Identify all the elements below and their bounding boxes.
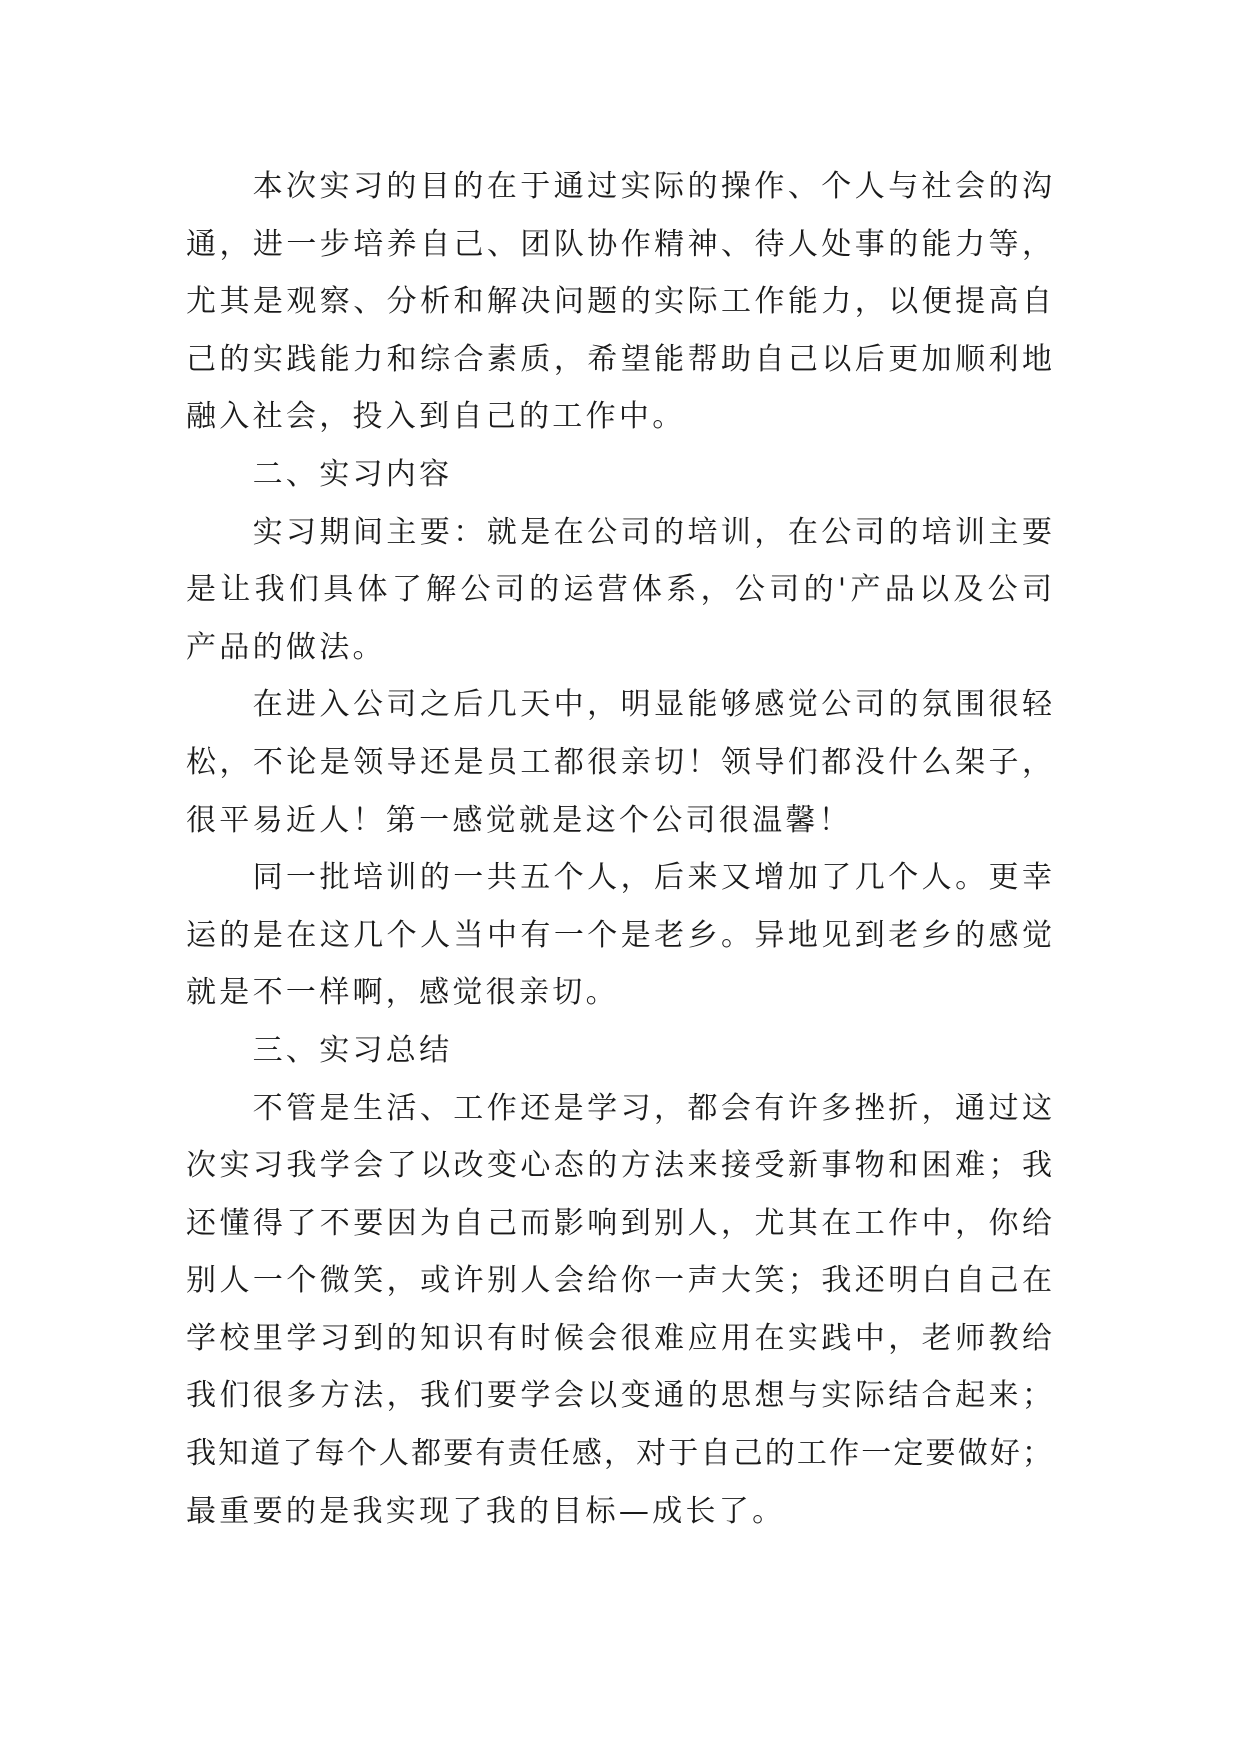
paragraph-internship-purpose — [186, 158, 1052, 446]
paragraph-training-group — [186, 849, 1052, 1022]
text-line: 己的实践能力和综合素质，希望能帮助自己以后更加顺利地 — [186, 341, 1052, 377]
text-line: 不管是生活、工作还是学习，都会有许多挫折，通过这 — [252, 1090, 1052, 1126]
text-line: 尤其是观察、分析和解决问题的实际工作能力，以便提高自 — [186, 284, 1052, 320]
text-line: 次实习我学会了以改变心态的方法来接受新事物和困难；我 — [186, 1148, 1052, 1184]
section-heading-block — [186, 1022, 1052, 1080]
text-line: 产品的做法。 — [186, 629, 386, 665]
text-line: 学校里学习到的知识有时候会很难应用在实践中，老师教给 — [186, 1320, 1052, 1356]
text-line: 融入社会，投入到自己的工作中。 — [186, 399, 686, 435]
text-line: 本次实习的目的在于通过实际的操作、个人与社会的沟 — [252, 169, 1052, 204]
text-line: 就是不一样啊，感觉很亲切。 — [186, 975, 619, 1011]
section-heading: 二、实习内容 — [252, 456, 453, 492]
text-line: 别人一个微笑，或许别人会给你一声大笑；我还明白自己在 — [186, 1263, 1052, 1299]
text-line: 是让我们具体了解公司的运营体系，公司的'产品以及公司 — [186, 572, 1052, 608]
text-line: 实习期间主要：就是在公司的培训，在公司的培训主要 — [252, 514, 1052, 550]
text-line: 同一批培训的一共五个人，后来又增加了几个人。更幸 — [252, 860, 1052, 896]
text-line: 我知道了每个人都要有责任感，对于自己的工作一定要做好； — [186, 1436, 1052, 1472]
paragraph-training-content — [186, 504, 1052, 677]
text-line: 运的是在这几个人当中有一个是老乡。异地见到老乡的感觉 — [186, 917, 1052, 953]
section-heading: 三、实习总结 — [252, 1032, 453, 1068]
paragraph-internship-summary — [186, 1080, 1052, 1541]
text-line: 最重要的是我实现了我的目标—成长了。 — [186, 1493, 786, 1529]
paragraph-company-atmosphere — [186, 676, 1052, 849]
text-line: 很平易近人！第一感觉就是这个公司很温馨！ — [186, 802, 852, 838]
text-line: 还懂得了不要因为自己而影响到别人，尤其在工作中，你给 — [186, 1205, 1052, 1241]
text-line: 在进入公司之后几天中，明显能够感觉公司的氛围很轻 — [252, 687, 1052, 723]
text-line: 我们很多方法，我们要学会以变通的思想与实际结合起来； — [186, 1378, 1052, 1414]
text-line: 通，进一步培养自己、团队协作精神、待人处事的能力等， — [186, 226, 1052, 262]
document-body — [186, 158, 1052, 1540]
section-heading-block — [186, 446, 1052, 504]
text-line: 松，不论是领导还是员工都很亲切！领导们都没什么架子， — [186, 744, 1052, 780]
